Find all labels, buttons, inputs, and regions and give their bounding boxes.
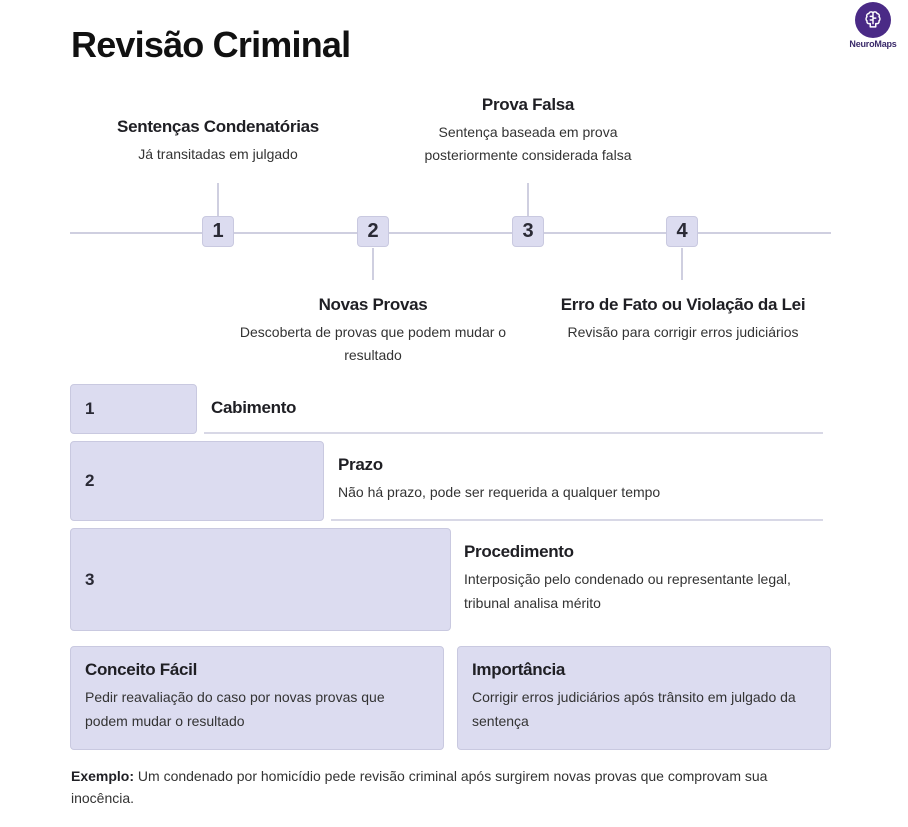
timeline-axis xyxy=(70,232,831,234)
page-title: Revisão Criminal xyxy=(71,24,351,65)
timeline-item-description: Descoberta de provas que podem mudar o resultado xyxy=(239,324,507,363)
timeline-item-description: Revisão para corrigir erros judiciários xyxy=(567,324,799,340)
step-description: Não há prazo, pode ser requerida a qualquer tempo xyxy=(338,484,661,500)
timeline-connector xyxy=(681,248,683,280)
timeline-item xyxy=(547,295,819,344)
timeline-connector xyxy=(217,183,219,217)
card-description: Pedir reavaliação do caso por novas provas que podem mudar o resultado xyxy=(85,689,385,729)
timeline-item-description: Sentença baseada em prova posteriormente considerada falsa xyxy=(424,124,632,163)
neuromaps-logo xyxy=(846,2,900,49)
step-content xyxy=(464,542,824,615)
timeline-item xyxy=(413,95,643,167)
step-number-box: 1 xyxy=(70,384,197,434)
card-description: Corrigir erros judiciários após trânsito em julgado da sentença xyxy=(472,689,796,729)
timeline-badge: 4 xyxy=(666,216,698,247)
card-conceito-facil xyxy=(70,646,444,750)
example-label: Exemplo: xyxy=(71,768,135,784)
timeline-item-title: Sentenças Condenatórias xyxy=(117,117,319,136)
timeline-badge: 2 xyxy=(357,216,389,247)
brain-icon xyxy=(855,2,891,38)
step-title: Prazo xyxy=(338,455,383,474)
step-divider xyxy=(204,432,823,434)
timeline-connector xyxy=(527,183,529,217)
card-title: Conceito Fácil xyxy=(85,660,197,679)
timeline-badge: 3 xyxy=(512,216,544,247)
card-title: Importância xyxy=(472,660,566,679)
step-number-box: 3 xyxy=(70,528,451,631)
card-importancia xyxy=(457,646,831,750)
step-divider xyxy=(331,519,823,521)
timeline-item-title: Novas Provas xyxy=(318,295,428,314)
step-title: Procedimento xyxy=(464,542,574,561)
timeline-connector xyxy=(372,248,374,280)
step-content xyxy=(211,398,821,418)
timeline-item-description: Já transitadas em julgado xyxy=(138,146,298,162)
step-description: Interposição pelo condenado ou representante legal, tribunal analisa mérito xyxy=(464,571,791,611)
timeline-item-title: Prova Falsa xyxy=(481,95,575,114)
timeline-item-title: Erro de Fato ou Violação da Lei xyxy=(560,295,806,314)
timeline-item xyxy=(238,295,508,367)
timeline-badge: 1 xyxy=(202,216,234,247)
timeline-item xyxy=(98,117,338,166)
step-number-box: 2 xyxy=(70,441,324,521)
step-title: Cabimento xyxy=(211,398,297,417)
example-text xyxy=(71,765,811,809)
step-content xyxy=(338,455,818,504)
example-body: Um condenado por homicídio pede revisão criminal após surgirem novas provas que comprovam sua inocência. xyxy=(71,768,768,806)
logo-label: NeuroMaps xyxy=(849,39,897,49)
